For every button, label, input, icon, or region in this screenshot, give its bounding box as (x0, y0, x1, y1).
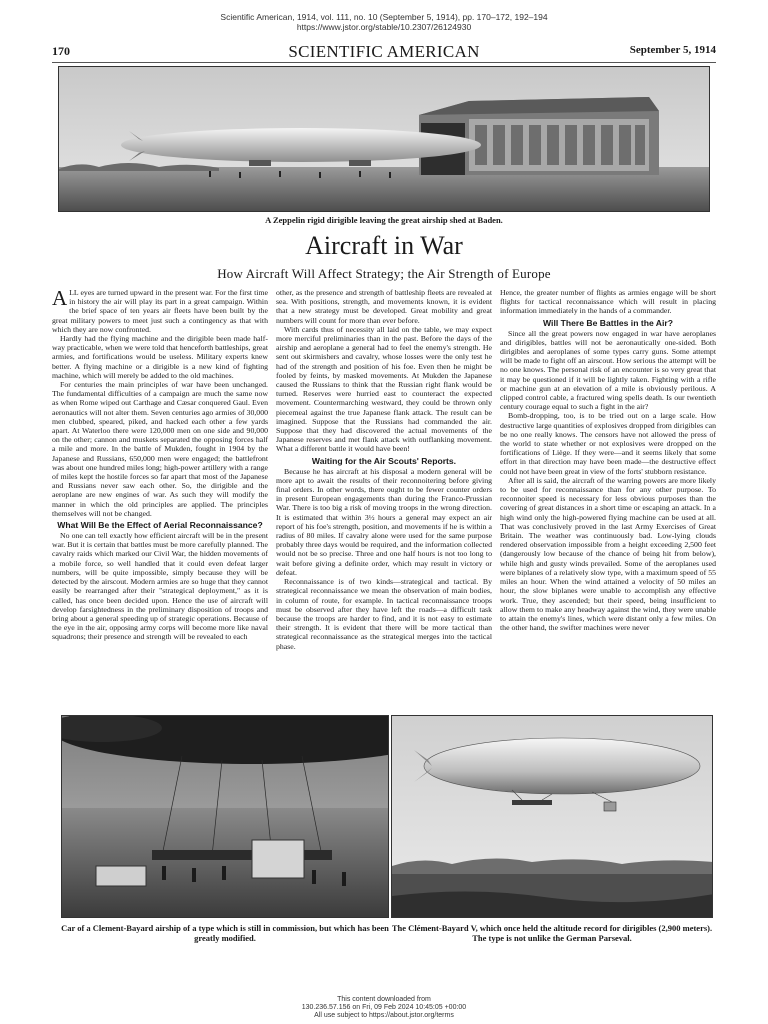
text-column-3 (500, 288, 716, 632)
header-rule (52, 62, 716, 63)
issue-date: September 5, 1914 (629, 44, 716, 56)
paragraph: Because he has aircraft at his disposal a modern general will be more apt to await the results of their reconnoitering before giving final orders. In other words, there ought to be fewer counter orders in present European engagements than during the Franco-Prussian War. There is too big a risk of moving troops in the wrong direction. It is estimated that within 3½ hours a general may expect an air report of his foe's strength, position, and movements if he is within a radius of 80 miles. If cavalry alone were used for the same purpose probably three days would be required, and the information collected would not be so precise. Three and one half hours is not too long to wait before giving a definite order, which may result in victory or defeat. (276, 466, 492, 577)
citation-url[interactable]: https://www.jstor.org/stable/10.2307/26124930 (296, 22, 472, 32)
airship-car-photo (61, 715, 389, 918)
zeppelin-caption: A Zeppelin rigid dirigible leaving the great airship shed at Baden. (265, 215, 503, 225)
footer-line: 130.236.57.156 on Fri, 09 Feb 2024 10:45:05 +00:00 (301, 1004, 467, 1011)
jstor-citation (0, 12, 768, 32)
paragraph: With cards thus of necessity all laid on the table, we may expect more merciful preliminaries than in the past. Before the days of the airship and aeroplane a general had to feel the enemy's strength. He sent out skirmishers and cavalry, whose losses were the only test he had of the strength and position of his foe. Even then he might be fooled by feints, by masked movements. At Mukden the Japanese caused the Russians to think that the Russian right flank would be turned. Reserves were hurried east to counteract the expected movement. Countermarching westward, they could be thrown only piecemeal against the true Japanese flank attack. The result can be imagined. Suppose that the Russians had commanded the air. Suppose that they had discovered the actual movements of the Japanese reserves and met flank attack with outflanking movement. What a different battle it would have been! (276, 324, 492, 454)
article-title: Aircraft in War (305, 231, 463, 260)
article-subtitle: How Aircraft Will Affect Strategy; the Air Strength of Europe (217, 266, 551, 281)
drop-cap: A (52, 286, 68, 310)
paragraph (52, 288, 268, 334)
footer-line: This content downloaded from (337, 996, 431, 1003)
jstor-footer (0, 996, 768, 1020)
clement-bayard-photo (391, 715, 713, 918)
text-column-2 (276, 288, 492, 651)
paragraph: Hardly had the flying machine and the dirigible been made half-way practicable, when we were told that henceforth battleships, great armies, and fortifications would be useless. Military experts knew better. A flying machine or a dirigible is a new kind of fighting machine, which will merely be added to the old machines. (52, 334, 268, 380)
page-number: 170 (52, 44, 70, 58)
section-heading: What Will Be the Effect of Aerial Reconnaissance? (57, 520, 263, 531)
airship-car-caption: Car of a Clement-Bayard airship of a type which is still in commission, but which has been greatly modified. (61, 923, 389, 943)
section-heading: Waiting for the Air Scouts' Reports. (311, 455, 457, 466)
paragraph: Since all the great powers now engaged in war have aeroplanes and dirigibles, battles will not be aeronautically one-sided. Both dirigibles and aeroplanes of some types carry guns. Some attempt will be made to fight off an airscout. How serious the attempt will be no one knows. The personal risk of an encounter is so very great that it may be questioned if it will be lightly taken. Fighting with a rifle or machine gun at an elevation of a mile is obviously perilous. A clipped control cable, a fractured wing spells death. Is our twentieth century courage equal to such a fight in the air? (500, 328, 716, 412)
citation-line: Scientific American, 1914, vol. 111, no. 10 (September 5, 1914), pp. 170–172, 192–194 (220, 12, 548, 22)
paragraph: Bomb-dropping, too, is to be tried out on a large scale. How destructive large quantities of explosives dropped from dirigibles can be no one really knows. The censors have not allowed the press of the world to state whether or not explosives were dropped on the fortifications of Liège. If they were—and it seems likely that some effort in that direction may have been made—the destructive effect could not have been great in view of the forts' stubborn resistance. (500, 411, 716, 476)
paragraph: other, as the presence and strength of battleship fleets are revealed at sea. With positions, strength, and movements known, it is evident that a new strategy must be developed. Great mobility and great numbers will count for more than ever before. (276, 288, 492, 325)
clement-bayard-caption: The Clément-Bayard V, which once held the altitude record for dirigibles (2,900 meters). The type is not unlike the German Parseval. (391, 923, 713, 943)
paragraph: Hence, the greater number of flights as armies engage will be short flights for tactical reconnaissance which will result in placing information immediately in the hands of a commander. (500, 288, 716, 316)
paragraph-text: LL eyes are turned upward in the present war. For the first time in history the air will play its part in a great campaign. Within the brief space of ten years air fleets have been built by the great military powers to meet just such a contingency as that with which they are now confronted. (52, 288, 268, 334)
footer-terms-link[interactable]: All use subject to https://about.jstor.org/terms (314, 1012, 454, 1019)
paragraph: No one can tell exactly how efficient aircraft will be in the present war. But it is certain that battles must be more carefully planned. The cavalry raids which marked our Civil War, the hidden movements of a mobile force, so well handled that it could even defeat larger numbers, will be quite impossible, simply because they will be detected by the airscout. Modern armies are so huge that they cannot easily be rearranged after their "strategical deployment," as it is called, has once been decided upon. Hence the use of aircraft will develop farsightedness in the preliminary disposition of troops and bring about a general speeding up of strategic operations. Because of the eye in the air, opposing army corps will become more like naval squadrons; their presence and strength will be revealed to each (52, 531, 268, 642)
zeppelin-photo (58, 66, 710, 212)
paragraph: After all is said, the aircraft of the warring powers are more likely to be used for reconnaissance than for any other purpose. To reconnoiter speed is necessary for less obvious purposes than the covering of great distances in a short time or escaping an attack. In a high wind only the high-powered flying machine can be used at all. That was conclusively proved in the last Army Exercises of Great Britain. The weather was continuously bad. Low-lying clouds rendered observation impossible from a height exceeding 2,500 feet (dangerously low because of the chance of being hit from below), while high and gusty winds prevailed. Some of the aeroplanes used were biplanes of a relatively slow type, with a maximum speed of 55 miles an hour. When the wind attained a velocity of 50 miles an hour, the slow biplanes were unable to accomplish any effective work. True, they ascended; but their speed, being insufficient to allow them to make any headway against the wind, they were unable to attain the enemy's lines, which were distant only a few miles. On the other hand, the swifter machines were never (500, 475, 716, 633)
paragraph: Reconnaissance is of two kinds—strategical and tactical. By strategical reconnaissance we mean the observation of main bodies, in column of route, for example. In tactical reconnaissance troops must be observed after they have left the roads—a difficult task because the troops are harder to find, and it is not easy to estimate their strength. It is evident that there will be more tactical than strategical reconnaissance as the strategical merges into the tactical phase. (276, 577, 492, 651)
masthead: SCIENTIFIC AMERICAN (288, 42, 480, 61)
paragraph: For centuries the main principles of war have been unchanged. The fundamental difficulties of a campaign are much the same now as when Rome wiped out Carthage and Cæsar conquered Gaul. Even aeronautics will not alter them. Seven centuries ago armies of 30,000 men clubbed, speared, piked, and hacked each other a few yards apart. At Waterloo there were 120,000 men on one side and 90,000 on the other; cannon and muskets separated the opposing forces half a mile and more. In the battle of Mukden, fought in 1904 by the Japanese and Russians, 650,000 men were engaged; the battlefront was about one hundred miles long; high-power artillery with a range of miles kept the hostile forces so far apart that most of the Japanese and Russians never saw each other. So, the dirigible and the aeroplane are new engines of war. As such they will modify the manner in which the old principles are applied. The principles themselves will not be changed. (52, 380, 268, 518)
text-column-1 (52, 288, 268, 642)
section-heading: Will There Be Battles in the Air? (543, 317, 673, 328)
